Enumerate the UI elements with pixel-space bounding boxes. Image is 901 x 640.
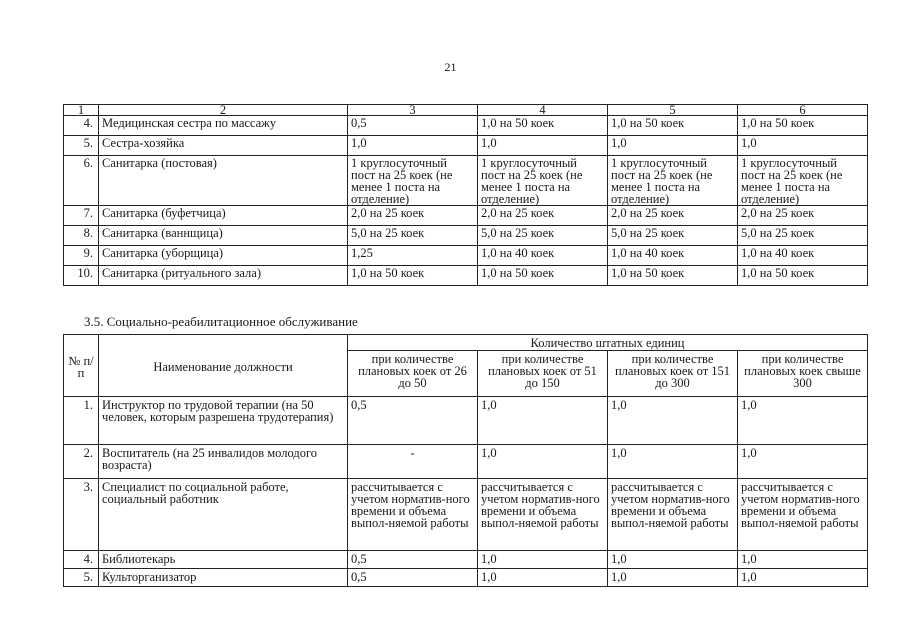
sub-header: при количестве плановых коек от 51 до 150 <box>478 351 608 397</box>
staff-value: 1 круглосуточный пост на 25 коек (не менее 1 поста на отделение) <box>738 156 868 206</box>
staff-value: 1,0 <box>608 397 738 445</box>
row-number: 4. <box>64 116 99 136</box>
staff-value: - <box>348 445 478 479</box>
staff-value: 0,5 <box>348 551 478 569</box>
table-row <box>64 116 868 136</box>
position-name: Санитарка (уборщица) <box>99 246 348 266</box>
position-name: Специалист по социальной работе, социальный работник <box>99 479 348 551</box>
col-number-header: 4 <box>478 105 608 116</box>
col-number-header: 6 <box>738 105 868 116</box>
staff-value: 2,0 на 25 коек <box>738 206 868 226</box>
table-header-row <box>64 105 868 116</box>
row-number: 2. <box>64 445 99 479</box>
row-number: 10. <box>64 266 99 286</box>
social-rehab-staffing-table <box>63 334 868 587</box>
table-row <box>64 136 868 156</box>
row-number: 9. <box>64 246 99 266</box>
staff-value: 1,0 на 40 коек <box>478 246 608 266</box>
position-name: Санитарка (ваннщица) <box>99 226 348 246</box>
staff-value: 1,0 <box>608 136 738 156</box>
staff-value: 1 круглосуточный пост на 25 коек (не менее 1 поста на отделение) <box>478 156 608 206</box>
table-row <box>64 226 868 246</box>
staffing-table-continued <box>63 104 868 286</box>
row-number: 5. <box>64 136 99 156</box>
staff-value: 1,0 на 50 коек <box>608 116 738 136</box>
position-name: Библиотекарь <box>99 551 348 569</box>
staff-value: 1,0 <box>608 569 738 587</box>
row-number: 6. <box>64 156 99 206</box>
staff-value: 2,0 на 25 коек <box>348 206 478 226</box>
staff-value: 0,5 <box>348 116 478 136</box>
staff-value: 1,0 на 50 коек <box>738 266 868 286</box>
row-number: 4. <box>64 551 99 569</box>
staff-value: 1,0 на 50 коек <box>348 266 478 286</box>
staff-value: 1 круглосуточный пост на 25 коек (не менее 1 поста на отделение) <box>608 156 738 206</box>
staff-value: рассчитывается с учетом норматив-ного времени и объема выпол-няемой работы <box>348 479 478 551</box>
row-number: 3. <box>64 479 99 551</box>
table-row <box>64 206 868 226</box>
position-name: Культорганизатор <box>99 569 348 587</box>
staff-value: 0,5 <box>348 397 478 445</box>
staff-value: 1,0 на 50 коек <box>478 266 608 286</box>
staff-value: 1,0 <box>478 551 608 569</box>
col-number-header: 1 <box>64 105 99 116</box>
sub-header: при количестве плановых коек от 151 до 300 <box>608 351 738 397</box>
staff-value: 5,0 на 25 коек <box>608 226 738 246</box>
position-name: Инструктор по трудовой терапии (на 50 человек, которым разрешена трудотерапия) <box>99 397 348 445</box>
col-number-header: 3 <box>348 105 478 116</box>
staff-value: 1,0 <box>478 445 608 479</box>
staff-value: 1,0 <box>738 136 868 156</box>
staff-value: 1,0 <box>478 136 608 156</box>
position-name: Воспитатель (на 25 инвалидов молодого возраста) <box>99 445 348 479</box>
staff-value: 0,5 <box>348 569 478 587</box>
position-name: Санитарка (постовая) <box>99 156 348 206</box>
staff-value: рассчитывается с учетом норматив-ного времени и объема выпол-няемой работы <box>608 479 738 551</box>
staff-value: 1,0 <box>738 397 868 445</box>
position-name: Санитарка (буфетчица) <box>99 206 348 226</box>
staff-value: рассчитывается с учетом норматив-ного времени и объема выпол-няемой работы <box>738 479 868 551</box>
table-header-row <box>64 335 868 351</box>
table-row <box>64 266 868 286</box>
col-number-header: 5 <box>608 105 738 116</box>
table-row <box>64 569 868 587</box>
staff-value: 1,0 <box>608 551 738 569</box>
row-number: 5. <box>64 569 99 587</box>
staff-value: 1 круглосуточный пост на 25 коек (не менее 1 поста на отделение) <box>348 156 478 206</box>
table-row <box>64 397 868 445</box>
staff-value: 1,0 <box>478 569 608 587</box>
staff-value: 1,0 на 40 коек <box>608 246 738 266</box>
staff-value: 1,0 <box>738 569 868 587</box>
staff-value: рассчитывается с учетом норматив-ного времени и объема выпол-няемой работы <box>478 479 608 551</box>
row-number: 8. <box>64 226 99 246</box>
sub-header: при количестве плановых коек от 26 до 50 <box>348 351 478 397</box>
position-name: Санитарка (ритуального зала) <box>99 266 348 286</box>
page-number: 21 <box>444 60 457 74</box>
staff-value: 1,25 <box>348 246 478 266</box>
group-header: Количество штатных единиц <box>348 335 868 351</box>
col-number-header: 2 <box>99 105 348 116</box>
position-name: Сестра-хозяйка <box>99 136 348 156</box>
staff-value: 1,0 <box>738 445 868 479</box>
col-number-header: № п/п <box>64 335 99 397</box>
staff-value: 1,0 <box>478 397 608 445</box>
col-name-header: Наименование должности <box>99 335 348 397</box>
staff-value: 1,0 на 50 коек <box>478 116 608 136</box>
staff-value: 5,0 на 25 коек <box>478 226 608 246</box>
staff-value: 1,0 на 40 коек <box>738 246 868 266</box>
staff-value: 5,0 на 25 коек <box>348 226 478 246</box>
position-name: Медицинская сестра по массажу <box>99 116 348 136</box>
table-row <box>64 479 868 551</box>
staff-value: 2,0 на 25 коек <box>478 206 608 226</box>
row-number: 7. <box>64 206 99 226</box>
staff-value: 2,0 на 25 коек <box>608 206 738 226</box>
staff-value: 1,0 <box>738 551 868 569</box>
staff-value: 5,0 на 25 коек <box>738 226 868 246</box>
section-title: 3.5. Социально-реабилитационное обслуживание <box>84 314 358 329</box>
row-number: 1. <box>64 397 99 445</box>
staff-value: 1,0 <box>608 445 738 479</box>
table-row <box>64 156 868 206</box>
staff-value: 1,0 <box>348 136 478 156</box>
staff-value: 1,0 на 50 коек <box>738 116 868 136</box>
staff-value: 1,0 на 50 коек <box>608 266 738 286</box>
sub-header: при количестве плановых коек свыше 300 <box>738 351 868 397</box>
table-row <box>64 246 868 266</box>
table-row <box>64 551 868 569</box>
table-row <box>64 445 868 479</box>
